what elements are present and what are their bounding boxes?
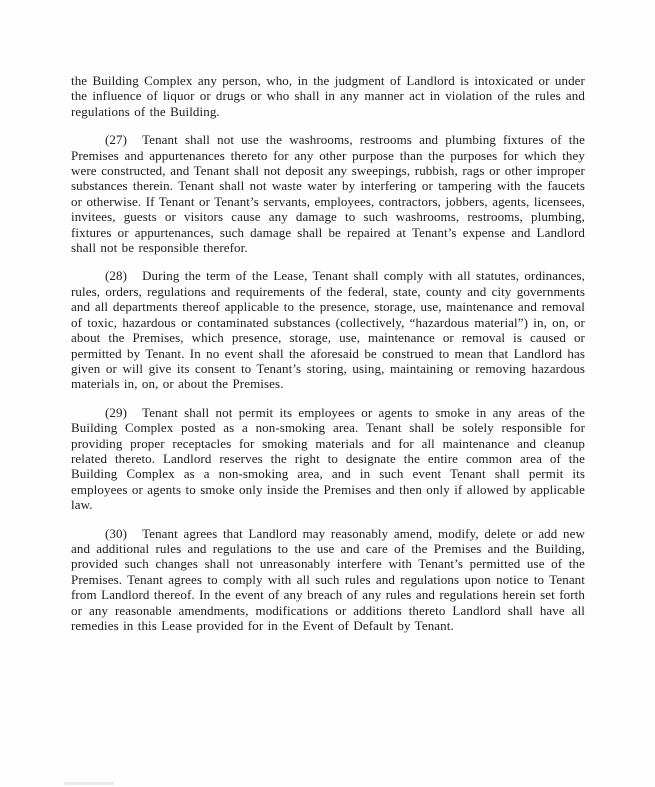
document-text-block: [71, 73, 585, 646]
paragraph-text: the Building Complex any person, who, in the judgment of Landlord is intoxicated or under the influence of liquor or drugs or who shall in any manner act in violation of the rules and regulations of the Building.: [71, 73, 585, 119]
paragraph-number: (30): [105, 525, 128, 541]
paragraph-number: (28): [105, 268, 128, 284]
paragraph-text: Tenant shall not use the washrooms, restrooms and plumbing fixtures of the Premises and appurtenances thereto for any other purpose than the purposes for which they were constructed, and Tenant shall not deposit any sweepings, rubbish, rags or other improper substances therein. Tenant shall not waste water by interfering or tampering with the faucets or otherwise. If Tenant or Tenant’s servants, employees, contractors, jobbers, agents, licensees, invitees, guests or visitors cause any damage to such washrooms, restrooms, plumbing, fixtures or appurtenances, such damage shall be repaired at Tenant’s expense and Landlord shall not be responsible therefor.: [71, 132, 585, 256]
paragraph-text: Tenant shall not permit its employees or agents to smoke in any areas of the Building Complex posted as a non-smoking area. Tenant shall be solely responsible for providing proper receptacles for smoking materials and for all maintenance and cleanup related thereto. Landlord reserves the right to designate the entire common area of the Building Complex as a non-smoking area, and in such event Tenant shall permit its employees or agents to smoke only inside the Premises and then only if allowed by applicable law.: [71, 404, 585, 513]
paragraph-continuation: [71, 73, 585, 119]
paragraph-text: Tenant agrees that Landlord may reasonably amend, modify, delete or add new and additional rules and regulations to the use and care of the Premises and the Building, provided such changes shall not unreasonably interfere with Tenant’s permitted use of the Premises. Tenant agrees to comply with all such rules and regulations upon notice to Tenant from Landlord thereof. In the event of any breach of any rules and regulations herein set forth or any reasonable amendments, modifications or additions thereto Landlord shall have all remedies in this Lease provided for in the Event of Default by Tenant.: [71, 525, 585, 633]
paragraph-number: (29): [105, 404, 128, 420]
scan-artifact-smudge: [64, 782, 114, 785]
paragraph-27: [71, 132, 585, 255]
paragraph-28: [71, 268, 585, 391]
paragraph-number: (27): [105, 132, 128, 148]
paragraph-29: [71, 405, 585, 513]
paragraph-text: During the term of the Lease, Tenant shall comply with all statutes, ordinances, rules, orders, regulations and requirements of the federal, state, county and city governments and all departments thereof applicable to the presence, storage, use, maintenance and removal of toxic, hazardous or contaminated substances (collectively, “hazardous material”) in, on, or about the Premises, which presence, storage, use, maintenance or removal is caused or permitted by Tenant. In no event shall the aforesaid be construed to mean that Landlord has given or will give its consent to Tenant’s storing, using, maintaining or removing hazardous materials in, on, or about the Premises.: [71, 268, 585, 392]
paragraph-30: [71, 526, 585, 634]
